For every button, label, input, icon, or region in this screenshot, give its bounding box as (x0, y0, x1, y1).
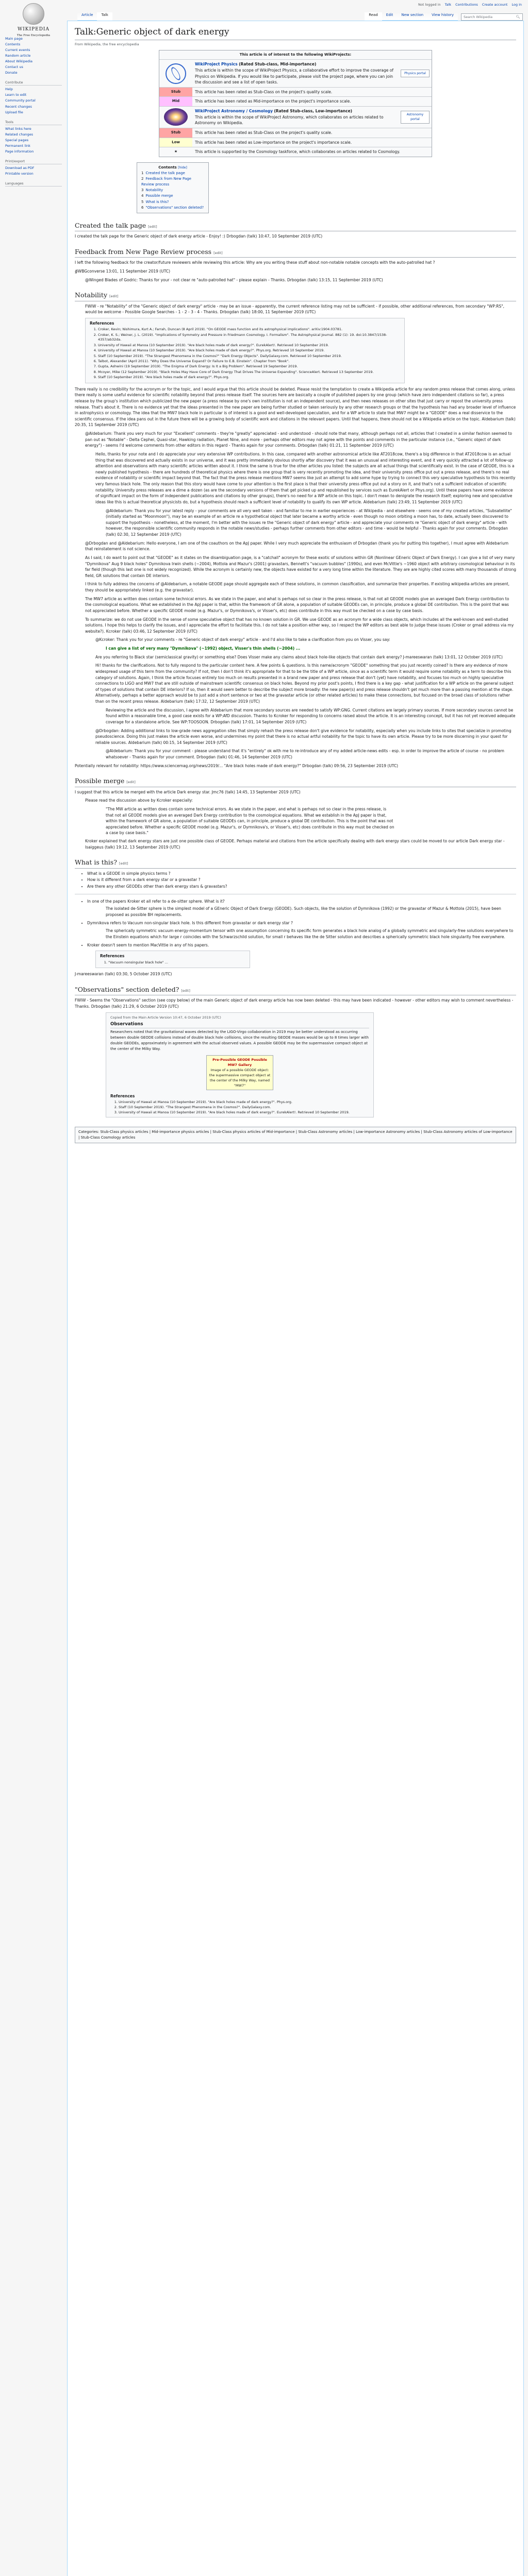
sidebar-item-page-information[interactable]: Page information (5, 149, 34, 154)
search-input[interactable] (461, 13, 523, 21)
comment-observations-1: FWIW - Seems the "Observations" section (see copy below) of the main Generic object of dark energy article has now been deleted - this may have been indicated - however - other editors may wish to comment nevertheless - Thanks. Drbogdan (talk) 21:29, 6 October 2019 (UTC) (75, 997, 514, 1009)
references-title: References (90, 320, 114, 326)
comment-notability-17: Potentially relevant for notability: https://www.sciencemag.org/news/2019/... "Are black holes made of dark energy?" Drbogdan (talk) 09:56, 23 September 2019 (UTC) (75, 763, 399, 768)
reference-item: 3. University of Hawaii at Manoa (10 September 2019). "Are black holes made of dark energy?". EurekAlert!. Retrieved 10 September 2019. (119, 1110, 369, 1115)
low-badge: Low (159, 138, 192, 147)
wikiproject-astronomy-rating: (Rated Stub-class, Low-importance) (274, 109, 353, 113)
discussion-list-1 (87, 899, 516, 905)
comment-notability-9: The MW7 article as written does contain some technical errors. As we state in the paper, and what is perhaps not so clear in the press release, is that not all GEODE models give an averaged Dark Energy contribution to the cosmological equations. What we established in the ApJ paper is that, within the framework of GR alone, a population of suitable GEODEs can, in principle, produce a global DE contribution. This is the point that was not appreciated before. Whether a specific GEODE model (e.g. Mazur's, or Dymnikova's, or Visser's, etc) does contribute in this way must be checked on a case by case basis. (85, 596, 509, 613)
comment-notability-12: Are you referring to Black star (semiclassical gravity) or something else? Does Visser make any claims about black hole-like objects that contain dark energy? J-mareeswaran (talk) 13:01, 12 October 2019 (UTC) (95, 654, 503, 659)
page-tabs (77, 9, 523, 21)
section-heading-feedback: Feedback from New Page Review process [edit] (75, 247, 516, 258)
category-links[interactable]: Categories: Stub-Class physics articles | Mid-importance physics articles | Stub-Class physics articles of Mid-importance | Stub-Class Astronomy articles | Low-importance Astronomy articles | Stub-Class Astronomy articles of Low-importance | Stub-Class Cosmology articles (75, 1127, 516, 1143)
possible-geode-box (206, 1055, 273, 1090)
puzzle-globe-icon (23, 3, 44, 25)
sidebar-item-special-pages[interactable]: Special pages (5, 138, 29, 142)
mid-badge: Mid (159, 97, 192, 106)
section-heading-created: Created the talk page [edit] (75, 221, 516, 231)
toc-entry-6[interactable]: 6 "Observations" section deleted? (141, 205, 204, 210)
comment-merge-1: I suggest that this article be merged with the article Dark energy star. Jmc76 (talk) 14:45, 13 September 2019 (UTC) (75, 789, 301, 794)
logo-wordmark: WIKIPEDIA (18, 27, 50, 32)
sidebar-item-random-article[interactable]: Random article (5, 54, 31, 58)
comment-notability-4: Hello, thanks for your note and I do appreciate your very extensive WP contributions. In this case, compared with another astronomical article like AT2018cow, there's a big difference in that AT2018cow is an actual thing that was discovered and actually exists in our universe, and it was pretty immediately obvious shortly after discovery that it was an unusual and interesting event, and it very quickly attracted a lot of follow-up attention and observations with many scientific articles written about it. I think the same is true for the other articles you listed: the subjects are all actual things that scientifically exist. In the case of GEODE, this is a newly published hypothesis - there are hundreds of theoretical physics where there is one group that is very recently promoting the idea, and their university press office put out a press release, and there's no real evidence of notability or scientific impact beyond that. The fact that the press release mentions MW7 seems like just an attempt to add some hype by trying to connect this very speculative hypothesis to this recently very famous black hole. The only reason that this story would have come to your attention is the first place is that their university press office put out a story on it, and that's not a sufficient indication of scientific notability. University press releases are a dime a dozen (as are the secondary versions of them that get picked up and republished by services such as EurekAlert or Phys.org). Until these papers have some evidence of significant impact on the form of independent publications and citations by other groups), there's no need for a WP article on this topic. I don't mean to denigrate the research itself; exploring new and speculative ideas like this is actual theoretical physicists do, but a hypothesis should reach a sufficient level of notability to qualify its own WP article. Aldebarium (talk) 23:49, 11 September 2019 (UTC) (95, 451, 516, 504)
stub-badge-2: Stub (159, 128, 192, 138)
toc-hide-toggle[interactable]: [hide] (178, 165, 187, 170)
reference-item: 7. Gupta, Ashwini (19 September 2019). "The Enigma of Dark Energy: Is It a Big Problem". Retrieved 19 September 2019. (98, 364, 400, 369)
main-content (67, 21, 524, 2576)
wikiproject-astronomy-row (159, 106, 432, 128)
observations-text: Researchers noted that the gravitational waves detected by the LIGO-Virgo collaboration in 2019 may be better understood as occurring between double GEODE collisions instead of double black hole collisions, since the resulting GEODE masses would be up to 8 times larger with double GEODEs, approximately in agreement with the actual observed values. A possible GEODE may be the supermassive compact object at the center of the Milky Way. (110, 1030, 369, 1051)
comment-notability-5: @Aldebarium: Thank you for your latest reply - your comments are all very well taken - and familiar to me in earlier experiences - at Wikipedia - and elsewhere - seems one of my created articles, "Subsatellite" (initially started as "Moonmoon"), may be an example of an article re a hypothetical object that later became a worthy article - even though no moon orbiting a moon has, to date, actually been discovered to support the hypothesis - nonetheless, at the moment, I'm better with the issues re the "Generic object of dark energy" article - and appreciate your comments re "Generic object of dark energy" article - with however, the responsible scientific community responds in the notable news/studies - perhaps further comments from other editors - and time - would be helpful - Thanks again for your comments. Drbogdan (talk) 02:30, 12 September 2019 (UTC) (106, 508, 512, 537)
tab-talk[interactable]: Talk (97, 12, 112, 21)
sidebar-item-recent-changes[interactable]: Recent changes (5, 104, 32, 109)
sidebar-item-printable-version[interactable]: Printable version (5, 172, 34, 176)
importance-low-row (159, 138, 432, 147)
sidebar-item-contents[interactable]: Contents (5, 42, 21, 47)
edit-section-link[interactable]: [edit] (109, 294, 119, 299)
toc-entry-1[interactable]: 1 Created the talk page (141, 171, 185, 175)
wikiproject-banner (159, 50, 432, 157)
sidebar-print-heading: Print/export (5, 159, 62, 164)
possible-geode-title: Pre-Possible GEODE Possible MW7 Gallery (212, 1057, 267, 1067)
view-tabs (365, 12, 523, 21)
question-list (87, 871, 516, 890)
list-item: • How is it different from a dark energy star or a gravastar ? (87, 877, 516, 883)
copied-observations-box (106, 1012, 374, 1117)
toc-title: Contents (158, 165, 177, 170)
sidebar-item-related-changes[interactable]: Related changes (5, 132, 34, 137)
comment-notability-1: FWIW - re "Notability" of the "Generic object of dark energy" article - may be an issue - apparently, the current reference listing may not be sufficient - if possible, other additional references, from secondary "WP:RS", would be welcome - Possible Google Searches - 1 - 2 - 3 - 4 - Thanks. Drbogdan (talk) 18:00, 11 September 2019 (UTC) (85, 303, 505, 315)
edit-section-link[interactable]: [edit] (213, 250, 223, 255)
references-box-what-is-this (95, 951, 250, 968)
logo-tagline: The Free Encyclopedia (16, 33, 51, 37)
reference-item: 6. Talbot, Alexander (April 2011). "Why Does the Universe Expand? Or Failure to E.B. Einstein". Chapter from "Book". (98, 359, 400, 364)
personal-tools (418, 2, 522, 7)
section-heading-notability: Notability [edit] (75, 290, 516, 301)
mid-text: This article has been rated as Mid-importance on the project's importance scale. (195, 99, 351, 104)
reference-item: 2. Staff (10 September 2019). "The Strangest Phenomena in the Cosmos?". DailyGalaxy.com. (119, 1105, 369, 1110)
tab-read[interactable]: Read (365, 12, 382, 21)
edit-section-link[interactable]: [edit] (126, 780, 136, 785)
atom-icon (159, 60, 192, 87)
edit-section-link[interactable]: [edit] (119, 861, 128, 866)
list-item: • What is a GEODE in simple physics terms ? (87, 871, 516, 877)
search-placeholder: Search Wikipedia (464, 14, 493, 19)
stub-badge: Stub (159, 88, 192, 97)
stub-text: This article has been rated as Stub-Class on the project's quality scale. (195, 89, 333, 94)
comment-notability-14: Reviewing the article and the discussion, I agree with Aldebarium that more secondary sources are needed to satisfy WP:GNG. Current citations are largely primary sources. If more secondary sources cannot be found within a reasonable time, a good case exists for a WP:AfD discussion. Thanks to Kcroker for responding to concerns raised about the article. It is an interesting concept, but it has not yet received adequate coverage for a standalone article. See WP:TOOSOON. Drbogdan (talk) 17:01, 14 September 2019 (UTC) (106, 707, 516, 724)
comment-notability-11: @Kcroker: Thank you for your comments - re "Generic object of dark energy" article - and I'd also like to take a clarification from you on Visser, you say: (95, 637, 390, 642)
comment-merge-3: Kroker explained that dark energy stars are just one possible class of GEODE. Perhaps material and citations from the article specifically dealing with dark energy stars could be moved to our article Dark energy star - Isaiggeus (talk) 19:12, 13 September 2019 (UTC) (85, 839, 505, 850)
wikiproject-physics-link[interactable]: WikiProject Physics (195, 62, 238, 67)
reference-item: 3. University of Hawaii at Manoa (10 September 2019). "Are black holes made of dark energy?". EurekAlert!. Retrieved 10 September 2019. (98, 343, 400, 348)
edit-section-link[interactable]: [edit] (148, 224, 157, 229)
sidebar-item-main-page[interactable]: Main page (5, 37, 23, 41)
references-box (85, 318, 405, 383)
section-heading-possible-merge: Possible merge [edit] (75, 776, 516, 787)
sidebar-item-community-portal[interactable]: Community portal (5, 98, 36, 103)
tab-view-history[interactable]: View history (427, 12, 458, 21)
galaxy-icon (159, 107, 192, 128)
section-heading-observations: "Observations" section deleted? [edit] (75, 985, 516, 995)
cosmology-text: This article is supported by the Cosmology taskforce, which collaborates on articles related to Cosmology. (195, 149, 400, 155)
comment-feedback-sig: ∯WBGconverse 13:01, 11 September 2019 (UTC) (75, 268, 171, 274)
low-text: This article has been rated as Low-importance on the project's importance scale. (195, 140, 352, 145)
sidebar-item-about[interactable]: About Wikipedia (5, 59, 32, 64)
reference-item: 1. "Vacuum nonsingular black hole" ... (108, 960, 245, 965)
list-item: • Kroker doesn't seem to mention MacVittie in any of his papers. (87, 942, 516, 948)
astronomy-portal-link[interactable]: Astronomy portal (401, 111, 430, 124)
reference-item: 5. Staff (10 September 2019). "The Strangest Phenomena in the Cosmos?" "Dark Energy Objects". DailyGalaxy.com. Retrieved 10 September 2019. (98, 354, 400, 359)
sidebar-item-download-pdf[interactable]: Download as PDF (5, 165, 35, 170)
comment-notability-6: @Drbogdan and @Aldebarium: Hello everyone, I am one of the coauthors on the ApJ paper. While I very much appreciate the enthusiasm of Drbogdan (thank you for putting this together), I must agree with Aldebarium that reinstatement is not science. (85, 540, 509, 552)
sidebar-print (5, 159, 62, 177)
reference-item: 1. Croker, Kevin; Nishimura, Kurt A.; Farrah, Duncan (8 April 2019). "On GEODE mass function and its astrophysical implications". arXiv:1904.03781. (98, 327, 400, 332)
copied-note: Copied from the Main Article Version 10:47, 6 October 2019 (UTC) (110, 1015, 221, 1020)
reference-item: 2. Croker, K. S.; Weiner, J. L. (2019). "Implications of Symmetry and Pressure in Friedmann Cosmology. I. Formalism". The Astrophysical Journal. 882 (1): 19. doi:10.3847/1538-4357/ab32da. (98, 333, 400, 343)
sidebar-item-donate[interactable]: Donate (5, 71, 18, 75)
comment-notability-7: As I said, I do want to point out that "GEODE" as it states on the disambiguation page, is a "catchall" acronym for these exotic of solutions within GR (Nonlinear GEneric Object of Dark Energy). I can give a list of very many "Dymnikova" Aug 9 black holes" Dymnikova Irwin shells (~2004), Mottola and Mazur's (2001) gravastars, Bennett's "vacuum bubbles" (1990s), and even McVittie's ~1960 object with arbitrary cosmological behaviour in its far field (though this last one is not widely recognized). While the acronym is certainly new, the objects have existed for a very long time within the literature. They are are highly cited scores with many thousands of strong field, GR solutions that contain DE interiors. (85, 555, 516, 578)
sidebar-tools-heading: Tools (5, 120, 62, 125)
edit-section-link[interactable]: [edit] (181, 988, 190, 993)
sidebar-item-current-events[interactable]: Current events (5, 48, 30, 53)
personal-not-logged-in: Not logged in (418, 3, 441, 7)
sidebar-navigation (5, 36, 62, 76)
reference-item: 1. University of Hawaii at Manoa (10 September 2019). "Are black holes made of dark energy?". Phys.org. (119, 1099, 369, 1105)
reference-item: 8. Mcoyer, Mike (12 September 2019). "Black Holes May Have Core of Dark Energy That Drives The Universe Expanding". ScienceAlert. Retrieved 13 September 2019. (98, 370, 400, 375)
comment-feedback-reply: @Winged Blades of Godric: Thanks for your - not clear re "auto-patrolled hat" - please explain - Thanks. Drbogdan (talk) 13:15, 11 September 2019 (UTC) (85, 277, 383, 282)
sidebar-languages (5, 181, 62, 187)
possible-geode-caption: Image of a possible GEODE object: the supermassive compact object at the center of the Milky Way, named "MW7" (209, 1067, 271, 1088)
wikiproject-physics-row (159, 59, 432, 87)
page-title: Talk:Generic object of dark energy (75, 25, 516, 40)
sidebar-contribute-heading: Contribute (5, 80, 62, 86)
toc-entry-4[interactable]: 4 Possible merge (141, 194, 173, 198)
wikipedia-logo[interactable] (5, 3, 62, 38)
sidebar-item-learn-to-edit[interactable]: Learn to edit (5, 93, 27, 97)
reference-item: 4. University of Hawaii at Manoa (10 September 2019). "Are black holes made of dark energy?". Phys.org. Retrieved 10 September 2019. (98, 348, 400, 353)
namespace-tabs (77, 12, 112, 21)
references-list (90, 327, 400, 380)
importance-mid-row (159, 96, 432, 106)
search-icon[interactable]: 🔍︎ (516, 14, 520, 19)
section-heading-what-is-this: What is this? [edit] (75, 857, 516, 868)
comment-feedback-1: I left the following feedback for the creator/future reviewers while reviewing this article: Why are you writing these stuff about non-notable notable concepts with the auto-patrolled hat ? (75, 260, 435, 265)
sidebar-contribute (5, 80, 62, 115)
wikiproject-banner-heading: This article is of interest to the following WikiProjects: (239, 53, 352, 57)
cosmology-taskforce-row (159, 147, 432, 157)
comment-merge-2: Please read the discussion above by Kcroker especially: (85, 798, 193, 803)
toc-entry-2[interactable]: 2 Feedback from New Page Review process (141, 176, 191, 187)
sidebar-item-contact[interactable]: Contact us (5, 65, 23, 70)
wikiproject-physics-rating: (Rated Stub-class, Mid-importance) (239, 62, 317, 67)
personal-create-account-link[interactable]: Create account (482, 3, 508, 7)
comment-notability-2: There really is no credibility for the acronym or for the topic, and I would argue that this article should be deleted. Please resist the temptation to create a Wikipedia article for any random press release that comes along, unless there really is some useful evidence for scientific notability beyond that press release itself. The sources here are basically a couple of published papers by one group (which have zero independent citations so far), a press release by the group's institution which publicized the new paper (a press release by one's own institution is not an independent source), and then news releases on other sites that just carry or repost the university press release. That's about it. There is no evidence yet that the ideas presented in the new paper are being further studied or taken seriously by any other research groups or that the hypothesis has had any broader level of influence in astrophysics or cosmology. The idea that the MW7 black hole in particular is of interest is a good and well-developed speculation, and for a WP article to state that MW7 might be a "GEODE" does a real disservice to the scientific consensus. If the idea pans out in the future there will be a growing body of scientific work and citations in the relevant papers. Until that happens, there should not be a Wikipedia article on the topic. Aldebarium (talk) 20:35, 11 September 2019 (UTC) (75, 386, 516, 428)
stub-text-2: This article has been rated as Stub-Class on the project's quality scale. (195, 130, 333, 135)
list-item: • In one of the papers Kroker et all refer to a de-sitter sphere. What is it? (87, 899, 516, 905)
sidebar-item-permanent-link[interactable]: Permanent link (5, 143, 30, 148)
physics-portal-link[interactable]: Physics portal (401, 70, 430, 77)
comment-notability-13: Hi! thanks for the clarifications. Not to fully respond to the particular content here. A few points & questions. Is this name/acronym "GEODE" something that you just recently coined? Is there any evidence of more widespread usage of this term from the community? If not, then I don't think it's appropriate for that to be the title of a WP article, since as a scientific term it would require some notability as a term to describe this category of solutions. Again, I think the article focuses entirely too much on results presented in a brand new paper and press release that don't (yet) have notability, and focuses too much on highly speculative connections to LIGO and MW7 that are still outside of mainstream scientific consensus on black holes. Beyond my prior post's points, I find there is a key gap - what justification for a WP article on the general subject of types of solutions that contain DE interiors? If so, then it would seem better to describe the subject more broadly: the new paper(s) and press release shouldn't get much more than a passing mention at the stage. Alternatively, perhaps a better approach would be to just add a short sentence or two at the gravastar article (or other related articles) to make these connections, but focused on the broad class of solutions rather than on the recent press release. Aldebarium (talk) 17:32, 12 September 2019 (UTC) (95, 663, 514, 704)
sidebar (5, 36, 62, 191)
quoted-text-vacuum: The spherically symmetric vacuum energy-momentum tensor with one assumption concerning its specific form generates a black hole analog of a globally symmetric and singularly-free solutions everywhere to the Einstein equations which for large r coincides with the Schwarzschild solution, for small r behaves like the de Sitter solution and describes a spherically symmetric black hole singularity free everywhere. (106, 928, 514, 939)
comment-what-sig: J-mareeswaran (talk) 03:30, 5 October 2019 (UTC) (75, 971, 172, 976)
tab-new-section[interactable]: New section (397, 12, 427, 21)
cosmology-icon: ★ (174, 149, 178, 154)
comment-created: I created the talk page for the Generic object of dark energy article - Enjoy! :) Drbogdan (talk) 10:47, 10 September 2019 (UTC) (75, 234, 323, 239)
references-title: References (110, 1094, 135, 1099)
discussion-list-3 (87, 942, 516, 948)
wikiproject-astronomy-link[interactable]: WikiProject Astronomy / Cosmology (195, 109, 273, 113)
personal-talk-link[interactable]: Talk (444, 3, 452, 7)
comment-notability-16: @Aldebarium: Thank you for your comment - please understand that it's "entirely" ok with me to re-introduce any of my added article-news edits - esp. in order to improve the article of course - no problem whatsoever - Thanks again for your comment. Drbogdan (talk) 01:46, 14 September 2019 (UTC) (106, 749, 504, 759)
sidebar-tools (5, 120, 62, 155)
observations-subheading: Observations (110, 1021, 369, 1028)
discussion-list-2 (87, 920, 516, 926)
wikiproject-physics-text: This article is within the scope of WikiProject Physics, a collaborative effort to improve the coverage of Physics on Wikipedia. If you would like to participate, please visit the project page, where you can join the discussion and see a list of open tasks. (195, 67, 393, 85)
sidebar-item-upload-file[interactable]: Upload file (5, 110, 23, 114)
sidebar-item-help[interactable]: Help (5, 87, 13, 92)
quoted-text-desitter: The isolated de-Sitter sphere is the simplest model of a GEneric Object of Dark Energy (GEODE). Such objects, like the solution of Dymnikova (1992) or the gravastar of Mazur & Mottola (2015), have been proposed as possible BH replacements. (106, 906, 501, 917)
personal-contributions-link[interactable]: Contributions (455, 3, 478, 7)
sidebar-languages-heading: Languages (5, 181, 62, 187)
comment-notability-10: To summarize: we do not use GEODE in the sense of some speculative object that has no known solution in GR. We use GEODE as an acronym for a wide class objects, which includes all the well-known and well-studied solutions. I hope this helps to clarify the issues, and I appreciate the effort to facilitate this. I do not take a position either way, so I respect the WP editors as best able to judge these issues (Croker or gmail address via my website?). Kcroker (talk) 03:46, 12 September 2019 (UTC) (85, 617, 514, 634)
quality-stub-row (159, 87, 432, 97)
table-of-contents (137, 162, 209, 213)
tab-article[interactable]: Article (77, 12, 97, 21)
reference-item: 9. Staff (10 September 2019). "Are black holes made of dark energy?". Phys.org. (98, 375, 400, 380)
references-title: References (100, 953, 125, 958)
wikiproject-astronomy-text: This article is within the scope of WikiProject Astronomy, which collaborates on articles related to Astronomy on Wikipedia. (195, 114, 384, 126)
quoted-text: I can give a list of very many "Dymnikova" (~1992) object, Visser's thin shells (~2004) ... (106, 646, 301, 651)
sidebar-item-what-links-here[interactable]: What links here (5, 126, 31, 131)
personal-login-link[interactable]: Log in (512, 3, 522, 7)
toc-entry-3[interactable]: 3 Notability (141, 188, 163, 193)
toc-entry-5[interactable]: 5 What is this? (141, 199, 169, 204)
site-subtitle: From Wikipedia, the free encyclopedia (75, 42, 139, 47)
merge-quote: "The MW article as written does contain some technical errors. As we state in the paper, and what is perhaps not so clear in the press release, is that not all GEODE models give an averaged Dark Energy contribution to the cosmological equations. What we establish in the ApJ paper is that, within the framework of GR alone, a population of suitable GEODEs can, in principle, produce a global DE contribution. This is the point that was not appreciated before. Whether a specific GEODE model (e.g. Mazur's, or Dymnikova's, or Visser's, etc) does contribute in this way must be checked on a case by case basis." (106, 806, 394, 836)
quality-stub-row-2 (159, 128, 432, 138)
tab-edit[interactable]: Edit (382, 12, 398, 21)
list-item: • Dymnikova refers to Vacuum non-singular black hole. Is this different from gravastar or dark energy star ? (87, 920, 516, 926)
comment-notability-8: I think to fully address the concerns of @Aldebarium, a notable GEODE page should aggregate each of these solutions, in common classification, and summarize their properties. If existing wikipedia articles are present, they should be appropriately linked (e.g. the gravastar). (85, 582, 510, 592)
comment-notability-3: @Aldebarium: Thank you very much for your "Excellent" comments - they're "greatly" appreciated - and understood - should note that many, although perhaps not all, articles that I created in a similar fashion seemed to pan out as "Notable" - Delta Cephei, Quasi-star, Hawking radiation, Planet Nine, and more - perhaps other editors may not agree with the points and comments in the particular instance (i.e., "Generic object of dark energy") - seems I'd welcome comments from other editors in this regard - Thanks again for your comments. Drbogdan (talk) 01:21, 11 September 2019 (UTC) (85, 431, 512, 448)
list-item: • Are there any other GEODEs other than dark energy stars & gravastars? (87, 884, 516, 890)
comment-notability-15: @Drbogdan: Adding additional links to low-grade news aggregation sites that simply rehash the press release don't give evidence for notability, especially when you include links to sites that specialize in promoting pseudoscience. Doing this just makes the article even worse, and undermines my point that there is no actual artful notability for the topic to have its own article. Please try to be more discerning in your quest for reliable sources. Aldebarium (talk) 00:15, 14 September 2019 (UTC) (95, 728, 512, 745)
